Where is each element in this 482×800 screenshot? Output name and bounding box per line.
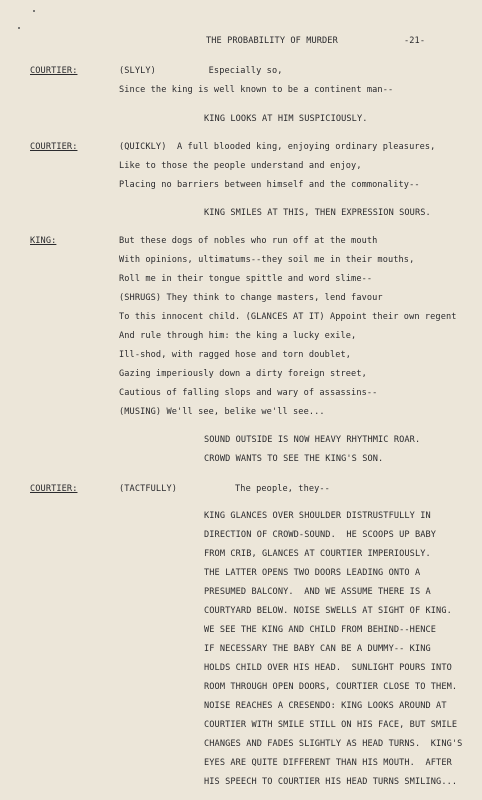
stage-direction: PRESUMED BALCONY. AND WE ASSUME THERE IS A bbox=[204, 587, 431, 597]
dialogue-line: Placing no barriers between himself and the commonality-- bbox=[119, 180, 420, 190]
dialogue-line: And rule through him: the king a lucky exile, bbox=[119, 331, 357, 341]
dialogue-line: Cautious of falling slops and wary of assassins-- bbox=[119, 388, 378, 398]
page-number: -21- bbox=[404, 36, 426, 46]
paper-speck bbox=[33, 10, 35, 12]
stage-direction: COURTIER WITH SMILE STILL ON HIS FACE, BUT SMILE bbox=[204, 720, 458, 730]
stage-direction: SOUND OUTSIDE IS NOW HEAVY RHYTHMIC ROAR. bbox=[204, 435, 421, 445]
speaker-name: KING: bbox=[30, 236, 57, 246]
dialogue-line: (TACTFULLY) The people, they-- bbox=[119, 484, 330, 494]
page-title: THE PROBABILITY OF MURDER bbox=[206, 36, 338, 46]
dialogue-line: To this innocent child. (GLANCES AT IT) Appoint their own regent bbox=[119, 312, 457, 322]
stage-direction: KING GLANCES OVER SHOULDER DISTRUSTFULLY IN bbox=[204, 511, 431, 521]
dialogue-line: (MUSING) We'll see, belike we'll see... bbox=[119, 407, 325, 417]
stage-direction: HIS SPEECH TO COURTIER HIS HEAD TURNS SMILING... bbox=[204, 777, 458, 787]
dialogue-line: Since the king is well known to be a continent man-- bbox=[119, 85, 394, 95]
dialogue-line: Ill-shod, with ragged hose and torn doublet, bbox=[119, 350, 352, 360]
stage-direction: EYES ARE QUITE DIFFERENT THAN HIS MOUTH. AFTER bbox=[204, 758, 452, 768]
stage-direction: HOLDS CHILD OVER HIS HEAD. SUNLIGHT POURS INTO bbox=[204, 663, 452, 673]
speaker-name: COURTIER: bbox=[30, 66, 78, 76]
dialogue-line: Like to those the people understand and enjoy, bbox=[119, 161, 362, 171]
paper-speck bbox=[18, 27, 20, 29]
dialogue-line: (QUICKLY) A full blooded king, enjoying ordinary pleasures, bbox=[119, 142, 436, 152]
stage-direction: CROWD WANTS TO SEE THE KING'S SON. bbox=[204, 454, 384, 464]
stage-direction: KING LOOKS AT HIM SUSPICIOUSLY. bbox=[204, 114, 368, 124]
speaker-name: COURTIER: bbox=[30, 484, 78, 494]
stage-direction: ROOM THROUGH OPEN DOORS, COURTIER CLOSE TO THEM. bbox=[204, 682, 458, 692]
stage-direction: CHANGES AND FADES SLIGHTLY AS HEAD TURNS. KING'S bbox=[204, 739, 463, 749]
stage-direction: DIRECTION OF CROWD-SOUND. HE SCOOPS UP BABY bbox=[204, 530, 437, 540]
stage-direction: NOISE REACHES A CRESENDO: KING LOOKS AROUND AT bbox=[204, 701, 447, 711]
dialogue-line: (SLYLY) Especially so, bbox=[119, 66, 283, 76]
stage-direction: IF NECESSARY THE BABY CAN BE A DUMMY-- KING bbox=[204, 644, 431, 654]
dialogue-line: Gazing imperiously down a dirty foreign street, bbox=[119, 369, 367, 379]
stage-direction: KING SMILES AT THIS, THEN EXPRESSION SOURS. bbox=[204, 208, 431, 218]
dialogue-line: With opinions, ultimatums--they soil me in their mouths, bbox=[119, 255, 415, 265]
stage-direction: COURTYARD BELOW. NOISE SWELLS AT SIGHT OF KING. bbox=[204, 606, 452, 616]
speaker-name: COURTIER: bbox=[30, 142, 78, 152]
stage-direction: WE SEE THE KING AND CHILD FROM BEHIND--HENCE bbox=[204, 625, 437, 635]
dialogue-line: But these dogs of nobles who run off at the mouth bbox=[119, 236, 378, 246]
dialogue-line: Roll me in their tongue spittle and word slime-- bbox=[119, 274, 373, 284]
dialogue-line: (SHRUGS) They think to change masters, lend favour bbox=[119, 293, 383, 303]
stage-direction: THE LATTER OPENS TWO DOORS LEADING ONTO A bbox=[204, 568, 421, 578]
stage-direction: FROM CRIB, GLANCES AT COURTIER IMPERIOUSLY. bbox=[204, 549, 431, 559]
